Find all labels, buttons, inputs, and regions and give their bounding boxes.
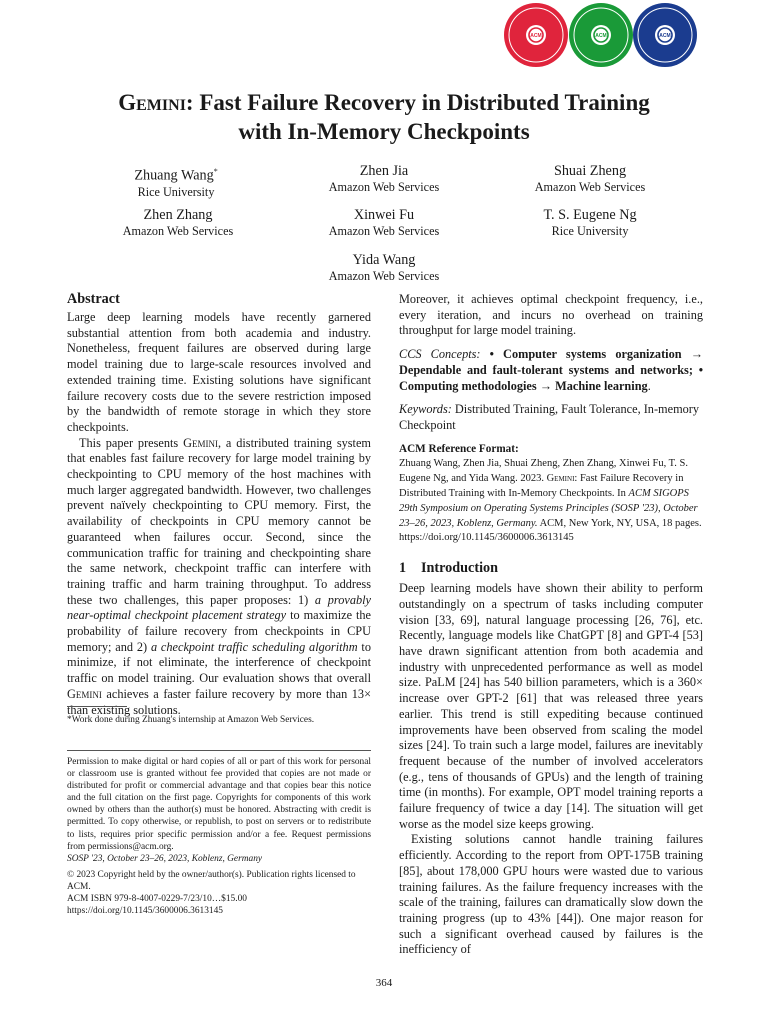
author-block bbox=[475, 207, 705, 239]
author-affiliation: Amazon Web Services bbox=[328, 180, 440, 194]
author-name: Shuai Zheng bbox=[553, 163, 627, 179]
badge-seal-icon bbox=[568, 2, 634, 68]
artifacts-evaluated-badge bbox=[503, 2, 569, 68]
permission-text: Permission to make digital or hard copies of all or part of this work for personal or classroom use is granted without fee provided that copies are not made or distributed for profit or commercial advantage and that copies bear this notice and the full citation on the first page. Copyrights for components of this work owned by others than the author(s) must be honored. Abstracting with credit is permitted. To copy otherwise, or republish, to post on servers or to redistribute to lists, requires prior specific permission and/or a fee. Request permissions from permissions@acm.org. bbox=[67, 757, 371, 852]
svg-text:ACM: ACM bbox=[530, 33, 542, 39]
author-affiliation: Amazon Web Services bbox=[534, 180, 646, 194]
author-block bbox=[269, 163, 499, 195]
system-name: Gemini bbox=[118, 90, 186, 115]
title-line-2: with In-Memory Checkpoints bbox=[238, 119, 530, 144]
reference-text: Zhuang Wang, Zhen Jia, Shuai Zheng, Zhen Zhang, Xinwei Fu, T. S. Eugene Ng, and Yida Wang. 2023. Gemini: Fast Failure Recovery in Distributed Training with In-Memory Checkpoints. In ACM SIGOPS 29th Symposium on Operating Systems Principles (SOSP '23), October 23–26, 2023, Koblenz, Germany. ACM, New York, NY, USA, 18 pages. https://doi.org/10.1145/3600006.3613145 bbox=[399, 458, 702, 544]
badge-seal-icon bbox=[503, 2, 569, 68]
author-block bbox=[475, 163, 705, 195]
doi-line: https://doi.org/10.1145/3600006.3613145 bbox=[67, 906, 223, 917]
author-affiliation: Amazon Web Services bbox=[122, 224, 234, 238]
permission-divider bbox=[67, 750, 371, 751]
author-name: Zhen Zhang bbox=[143, 207, 213, 223]
copyright-line: © 2023 Copyright held by the owner/author(s). Publication rights licensed to ACM. bbox=[67, 869, 356, 892]
right-column bbox=[399, 292, 703, 958]
paper-title bbox=[40, 88, 728, 146]
author-name: T. S. Eugene Ng bbox=[543, 207, 637, 223]
keywords-label: Keywords: bbox=[399, 402, 452, 417]
section-number: 1 bbox=[399, 560, 407, 577]
abstract-section bbox=[67, 291, 371, 718]
author-affiliation: Rice University bbox=[137, 184, 215, 199]
author-name: Zhen Jia bbox=[359, 163, 409, 179]
author-affiliation: Amazon Web Services bbox=[328, 224, 440, 238]
artifacts-available-badge bbox=[568, 2, 634, 68]
artifact-badges bbox=[503, 2, 703, 68]
title-line-1: : Fast Failure Recovery in Distributed Training bbox=[185, 90, 650, 115]
author-footnote-mark: * bbox=[213, 167, 218, 176]
author-affiliation: Rice University bbox=[551, 224, 629, 238]
reference-heading: ACM Reference Format: bbox=[399, 442, 519, 455]
page-number: 364 bbox=[375, 977, 393, 989]
results-reproduced-badge bbox=[632, 2, 698, 68]
author-block bbox=[269, 252, 499, 284]
author-name: Xinwei Fu bbox=[353, 207, 415, 223]
isbn-line: ACM ISBN 979-8-4007-0229-7/23/10…$15.00 bbox=[67, 894, 247, 905]
intro-paragraph: Existing solutions cannot handle training failures efficiently. According to the report from OPT-175B training [85], about 178,000 GPU hours were wasted due to various training failures. As the failure frequency increases with the scale of the training, failures can dramatically slow down the training progress (up to 43% [44]). One major reason for such a significant overhead caused by failures is the inefficiency of bbox=[399, 832, 703, 957]
permission-notice bbox=[67, 756, 371, 917]
author-name: Zhuang Wang* bbox=[134, 167, 218, 184]
badge-seal-icon bbox=[632, 2, 698, 68]
author-block bbox=[269, 207, 499, 239]
venue-line: SOSP '23, October 23–26, 2023, Koblenz, Germany bbox=[67, 853, 263, 864]
abstract-paragraph: Large deep learning models have recently garnered substantial attention from both academia and industry. Nonetheless, frequent failures are observed during large model training due to large-scale resources involved and extended training time. Existing solutions have significant failure recovery costs due to the severe restriction imposed by the bandwidth of remote storage in which they store checkpoints. bbox=[67, 310, 371, 434]
author-name: Yida Wang bbox=[352, 252, 416, 268]
author-block bbox=[63, 207, 293, 239]
footnote: *Work done during Zhuang's internship at Amazon Web Services. bbox=[67, 715, 315, 725]
ccs-label: CCS Concepts: bbox=[399, 347, 481, 362]
footnote-divider bbox=[67, 706, 127, 707]
introduction-heading bbox=[399, 560, 703, 577]
intro-paragraph: Deep learning models have shown their ability to perform outstandingly on a spectrum of tasks including computer vision [33, 69], natural language processing [26, 76], etc. Recently, language models like ChatGPT [8] and GPT-4 [53] have drawn significant attention from both academia and industry with unprecedented performance as well as model size. PaLM [24] has 540 billion parameters, which is a 360× increase over GPT-2 [61] that was released three years earlier. This trend is still expediting because continued improvements have been observed from scaling the model sizes [24]. To train such a large model, failures are inevitably frequent because of the number of involved accelerators (e.g., tens of thousands of GPUs) and the length of training time (in months). For example, OPT model training reports a failure frequency of twice a day [14]. The situation will get worse as the model size keeps growing. bbox=[399, 581, 703, 831]
author-block bbox=[61, 163, 291, 200]
svg-text:ACM: ACM bbox=[659, 33, 671, 39]
section-title: Introduction bbox=[421, 560, 498, 577]
author-affiliation: Amazon Web Services bbox=[328, 269, 440, 283]
abstract-paragraph: Moreover, it achieves optimal checkpoint frequency, i.e., every iteration, and incurs no overhead on training throughput for large model training. bbox=[399, 292, 703, 338]
ccs-concepts: CCS Concepts: • Computer systems organization → Dependable and fault-tolerant systems and networks; • Computing methodologies → Machine learning. bbox=[399, 347, 703, 393]
abstract-heading: Abstract bbox=[67, 291, 120, 307]
acm-reference-format bbox=[399, 442, 703, 547]
svg-text:ACM: ACM bbox=[595, 33, 607, 39]
keywords: Keywords: Distributed Training, Fault Tolerance, In-memory Checkpoint bbox=[399, 402, 700, 432]
abstract-paragraph: This paper presents Gemini, a distributed training system that enables fast failure recovery for large model training by checkpointing to CPU memory of the host machines with much larger aggregated bandwidth. However, two challenges prevent naïvely checkpointing to CPU memory. First, the availability of checkpoints in CPU memory cannot be guaranteed when failures occur. Second, since the communication traffic for training and checkpointing share the same network, checkpoint traffic can interfere with training traffic and harm training throughput. To address these two challenges, this paper proposes: 1) a provably near-optimal checkpoint placement strategy to maximize the probability of failure recovery from checkpoints in CPU memory; and 2) a checkpoint traffic scheduling algorithm to minimize, if not eliminate, the interference of checkpoint traffic on model training. Our evaluation shows that overall Gemini achieves a faster failure recovery by more than 13× than existing solutions. bbox=[67, 435, 371, 717]
